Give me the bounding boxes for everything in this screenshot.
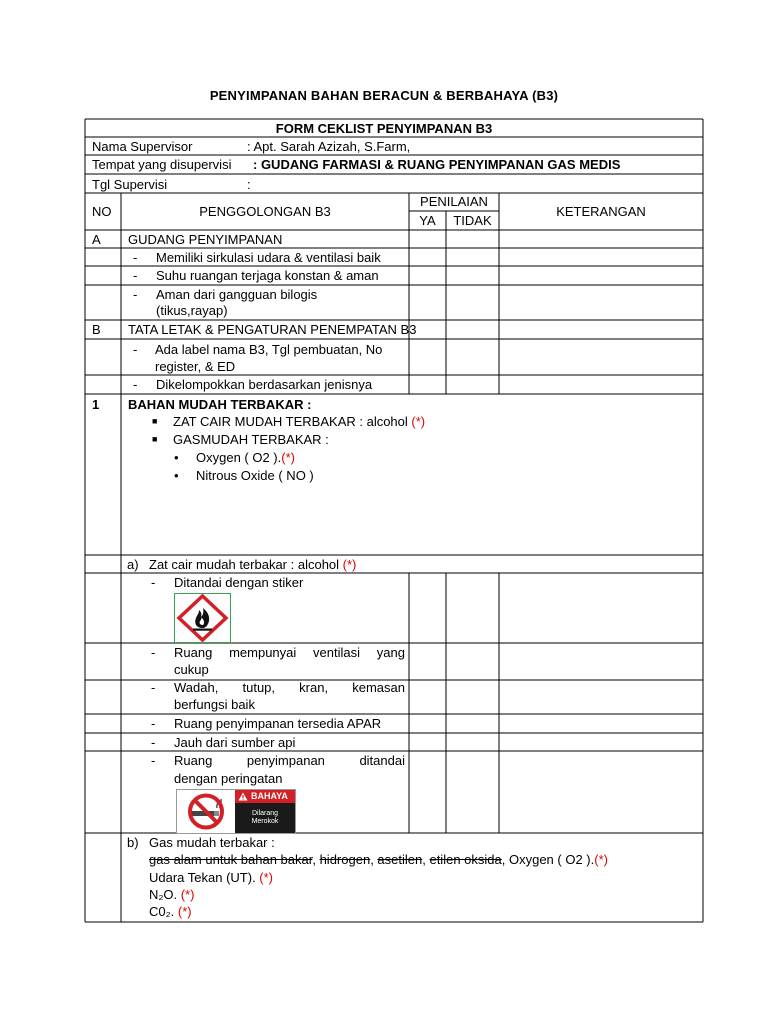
bullet-dash: -	[133, 377, 138, 392]
section-a-title: GUDANG PENYIMPANAN	[128, 232, 283, 247]
round-bullet-icon: •	[174, 450, 179, 465]
section-1-bullet-1: ZAT CAIR MUDAH TERBAKAR : alcohol (*)	[173, 414, 426, 429]
section-1-number: 1	[92, 397, 100, 412]
document-title: PENYIMPANAN BAHAN BERACUN & BERBAHAYA (B3)	[209, 88, 559, 103]
header-no-option: TIDAK	[453, 213, 492, 228]
no-smoking-icon	[179, 792, 233, 831]
bullet-dash: -	[133, 342, 138, 357]
flammable-ghs-icon	[174, 593, 231, 643]
form-title: FORM CEKLIST PENYIMPANAN B3	[275, 121, 493, 136]
part-b-n2o: N₂O. (*)	[149, 887, 195, 902]
header-yes: YA	[419, 213, 436, 228]
place-label: Tempat yang disupervisi	[92, 157, 232, 172]
supervisor-value: : Apt. Sarah Azizah, S.Farm,	[247, 139, 411, 154]
section-b-item-1-line-1: Ada label nama B3, Tgl pembuatan, No	[155, 342, 383, 357]
part-a-item-3-line-1: Wadah, tutup, kran, kemasan	[174, 680, 405, 695]
square-bullet-icon: ■	[152, 434, 158, 444]
round-bullet-icon: •	[174, 468, 179, 483]
square-bullet-icon: ■	[152, 416, 158, 426]
part-b-title: Gas mudah terbakar :	[149, 835, 275, 850]
section-b-title: TATA LETAK & PENGATURAN PENEMPATAN B3	[128, 322, 417, 337]
section-1-sub-2: Nitrous Oxide ( NO )	[196, 468, 314, 483]
bullet-dash: -	[151, 753, 156, 768]
bullet-dash: -	[133, 268, 138, 283]
header-assessment: PENILAIAN	[420, 194, 488, 209]
bullet-dash: -	[151, 645, 156, 660]
section-a-item-3-line-2: (tikus,rayap)	[156, 303, 228, 318]
place-value: : GUDANG FARMASI & RUANG PENYIMPANAN GAS MEDIS	[253, 157, 621, 172]
section-1-bullet-2: GASMUDAH TERBAKAR :	[173, 432, 329, 447]
section-b-item-1-line-2: register, & ED	[155, 359, 236, 374]
section-a-item-3-line-1: Aman dari gangguan bilogis	[156, 287, 318, 302]
section-b-item-2: Dikelompokkan berdasarkan jenisnya	[156, 377, 373, 392]
part-a-item-3-line-2: berfungsi baik	[174, 697, 255, 712]
warning-triangle-icon	[238, 792, 248, 801]
date-label: Tgl Supervisi	[92, 177, 168, 192]
part-a-label: a)	[127, 557, 139, 572]
sign-header-text: BAHAYA	[251, 791, 288, 801]
part-a-item-2-line-1: Ruang mempunyai ventilasi yang	[174, 645, 405, 660]
part-b-co2: C0₂. (*)	[149, 904, 192, 919]
struck-gas-2: hidrogen	[319, 852, 371, 867]
part-a-title: Zat cair mudah terbakar : alcohol (*)	[149, 557, 357, 572]
part-a-item-6-line-2: dengan peringatan	[174, 771, 283, 786]
bullet-dash: -	[151, 575, 156, 590]
part-a-item-6-line-1: Ruang penyimpanan ditandai	[174, 753, 405, 768]
section-b-number: B	[92, 322, 101, 337]
section-a-item-1: Memiliki sirkulasi udara & ventilasi baik	[156, 250, 381, 265]
sign-line-1: Dilarang	[251, 810, 279, 817]
no-smoking-sign	[176, 789, 296, 834]
bullet-dash: -	[133, 250, 138, 265]
section-a-item-2: Suhu ruangan terjaga konstan & aman	[156, 268, 379, 283]
section-a-number: A	[92, 232, 101, 247]
header-no: NO	[92, 204, 112, 219]
bullet-dash: -	[151, 716, 156, 731]
part-a-item-1: Ditandai dengan stiker	[174, 575, 304, 590]
bullet-dash: -	[151, 735, 156, 750]
section-1-sub-1: Oxygen ( O2 ).(*)	[196, 450, 295, 465]
part-b-gas-list: gas alam untuk bahan bakar, hidrogen, asetilen, etilen oksida, Oxygen ( O2 ).(*)	[149, 852, 608, 867]
section-1-title: BAHAN MUDAH TERBAKAR :	[128, 397, 312, 412]
sign-line-2: Merokok	[251, 818, 279, 825]
sign-text-panel	[235, 790, 295, 833]
struck-gas-1: gas alam untuk bahan bakar	[149, 852, 313, 867]
bullet-dash: -	[151, 680, 156, 695]
part-b-air: Udara Tekan (UT). (*)	[149, 870, 274, 885]
struck-gas-3: asetilen	[377, 852, 423, 867]
part-a-item-5: Jauh dari sumber api	[174, 735, 296, 750]
part-a-item-4: Ruang penyimpanan tersedia APAR	[174, 716, 382, 731]
struck-gas-4: etilen oksida	[429, 852, 502, 867]
bullet-dash: -	[133, 287, 138, 302]
header-group: PENGGOLONGAN B3	[199, 204, 331, 219]
part-b-label: b)	[127, 835, 139, 850]
header-notes: KETERANGAN	[556, 204, 646, 219]
supervisor-label: Nama Supervisor	[92, 139, 193, 154]
part-a-item-2-line-2: cukup	[174, 662, 209, 677]
date-value: :	[247, 177, 251, 192]
